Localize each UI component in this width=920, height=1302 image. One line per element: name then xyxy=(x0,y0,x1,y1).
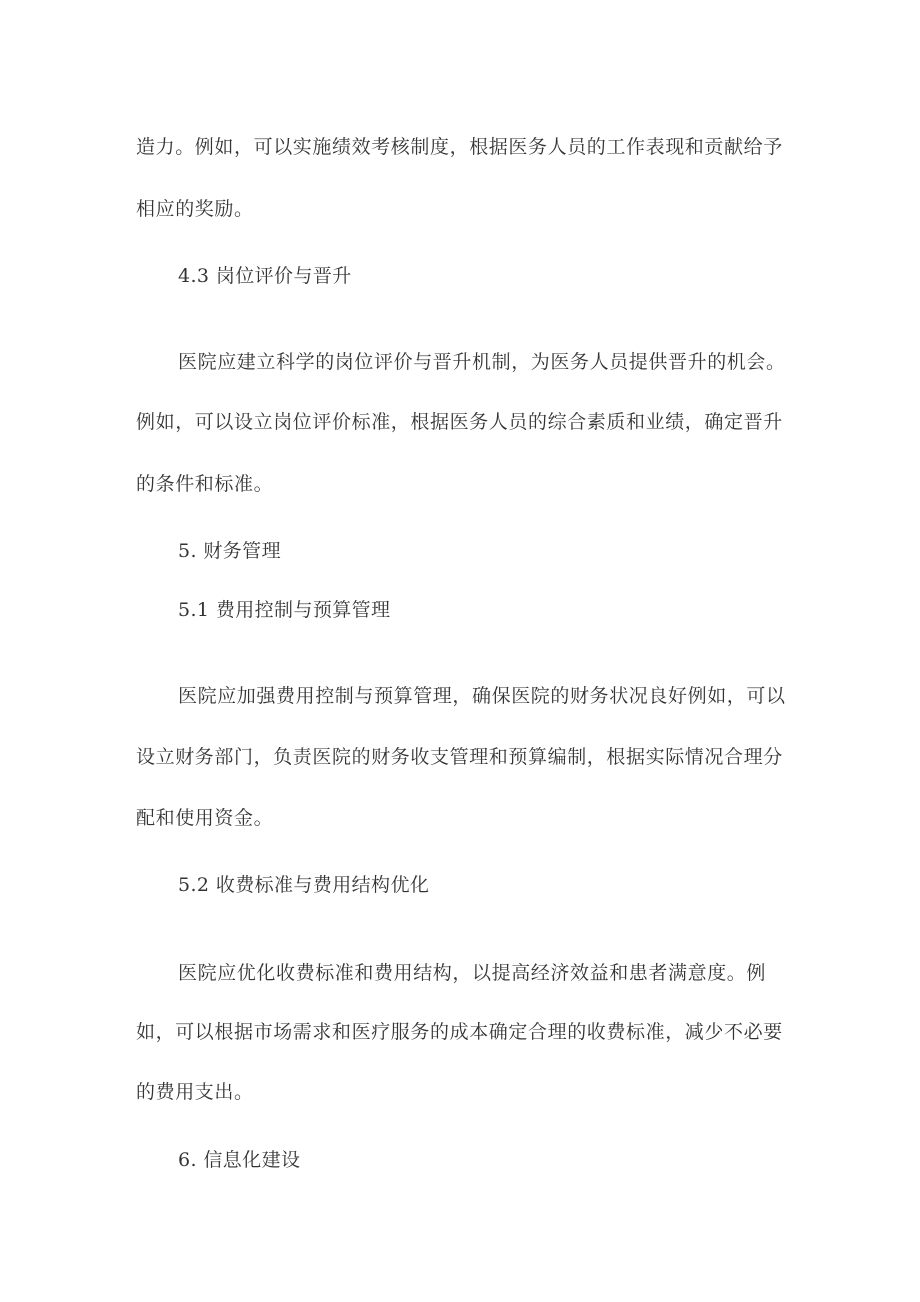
paragraph-line: 医院应建立科学的岗位评价与晋升机制，为医务人员提供晋升的机会。 xyxy=(178,351,786,373)
section-heading-5: 5. 财务管理 xyxy=(178,540,281,562)
section-heading-5-2: 5.2 收费标准与费用结构优化 xyxy=(178,874,430,896)
paragraph-line: 的费用支出。 xyxy=(136,1081,254,1103)
paragraph-line: 造力。例如，可以实施绩效考核制度，根据医务人员的工作表现和贡献给予 xyxy=(136,136,783,158)
section-heading-4-3: 4.3 岗位评价与晋升 xyxy=(178,265,352,287)
paragraph-line: 医院应优化收费标准和费用结构，以提高经济效益和患者满意度。例 xyxy=(178,962,767,984)
paragraph-line: 相应的奖励。 xyxy=(136,198,254,220)
paragraph-line: 设立财务部门，负责医院的财务收支管理和预算编制，根据实际情况合理分 xyxy=(136,746,783,768)
paragraph-line: 如，可以根据市场需求和医疗服务的成本确定合理的收费标准，减少不必要 xyxy=(136,1021,783,1043)
section-heading-6: 6. 信息化建设 xyxy=(178,1149,301,1171)
section-heading-5-1: 5.1 费用控制与预算管理 xyxy=(178,599,391,621)
paragraph-line: 配和使用资金。 xyxy=(136,807,274,829)
paragraph-line: 例如，可以设立岗位评价标准，根据医务人员的综合素质和业绩，确定晋升 xyxy=(136,411,783,433)
paragraph-line: 医院应加强费用控制与预算管理，确保医院的财务状况良好例如，可以 xyxy=(178,685,786,707)
paragraph-line: 的条件和标准。 xyxy=(136,473,274,495)
